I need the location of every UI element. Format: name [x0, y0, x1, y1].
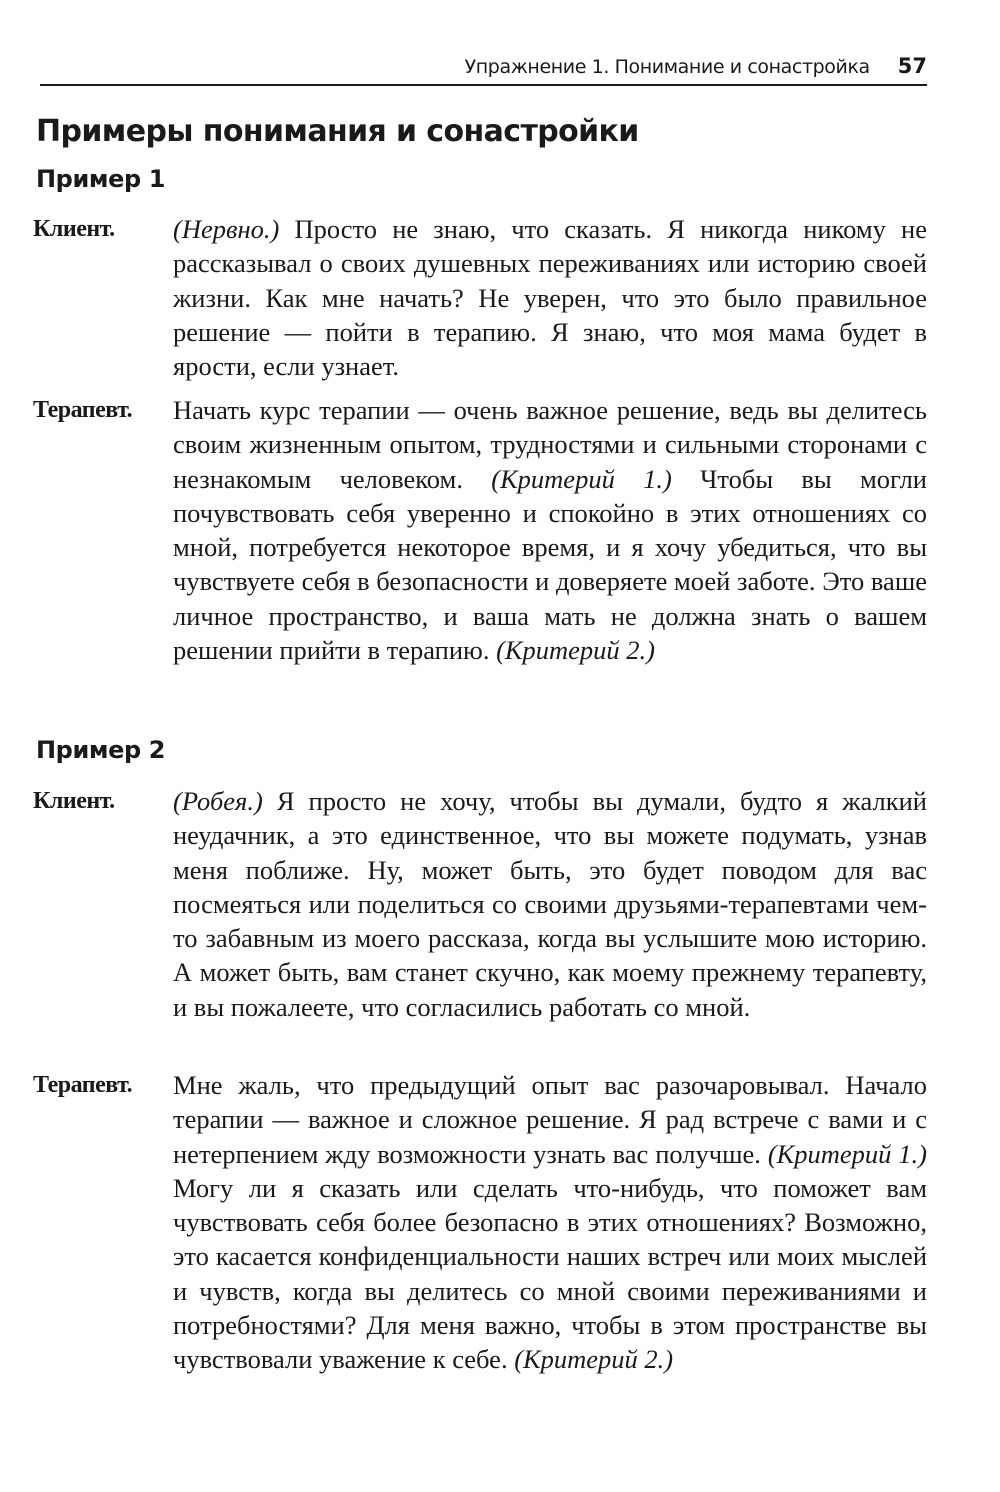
speech-text	[173, 1068, 927, 1377]
speech-segment: Просто не знаю, что сказать. Я никогда никому не рассказывал о своих душевных переживаниях или историю своей жизни. Как мне начать? Не уверен, что это было правильное решение — пойти в терапию. Я знаю, что моя мама будет в ярости, если узнает.	[173, 214, 927, 382]
criterion-reference: (Критерий 2.)	[496, 635, 655, 666]
criterion-reference: (Критерий 2.)	[514, 1344, 674, 1375]
speech-text	[173, 212, 927, 383]
running-head-title: Упражнение 1. Понимание и сонастройка	[464, 56, 870, 78]
speech-text	[173, 784, 927, 1024]
speech-segment: Могу ли я сказать или сделать что-нибудь, что поможет вам чувствовать себя более безопасно в этих отношениях? Возможно, это касается конфиденциальности наших встреч или моих мыслей и чувств, когда вы делитесь со мной своими переживаниями и потребностями? Для меня важно, чтобы в этом пространстве вы чувствовали уважение к себе.	[173, 1172, 927, 1375]
stage-direction: (Нервно.)	[173, 214, 280, 244]
example-1-title: Пример 1	[36, 165, 166, 193]
example-2-therapist-turn	[33, 1068, 927, 1377]
example-2-client-turn	[33, 784, 927, 1024]
criterion-reference: (Критерий 1.)	[491, 463, 672, 494]
speaker-label: Терапевт.	[33, 397, 133, 423]
section-title: Примеры понимания и сонастройки	[36, 114, 639, 149]
running-head	[40, 54, 927, 86]
example-1-client-turn	[33, 212, 927, 383]
speech-segment: Мне жаль, что предыдущий опыт вас разочаровывал. Начало терапии — важное и сложное решение. Я рад встрече с вами и с нетерпением жду возможности узнать вас получше.	[173, 1070, 927, 1169]
speech-segment: Я просто не хочу, чтобы вы думали, будто я жалкий неудачник, а это единственное, что вы можете подумать, узнав меня поближе. Ну, может быть, это будет поводом для вас посмеяться или поделиться со своими друзьями-терапевтами чем-то забавным из моего рассказа, когда вы услышите мою историю. А может быть, вам станет скучно, как моему прежнему терапевту, и вы пожалеете, что согласились работать со мной.	[173, 786, 927, 1022]
stage-direction: (Робея.)	[173, 786, 263, 816]
speech-segment: Чтобы вы могли почувствовать себя уверенно и спокойно в этих отношениях со мной, потребуется некоторое время, и я хочу убедиться, что вы чувствуете себя в безопасности и доверяете моей заботе. Это ваше личное пространство, и ваша мать не должна знать о вашем решении прийти в терапию.	[173, 463, 927, 666]
criterion-reference: (Критерий 1.)	[767, 1138, 927, 1169]
speaker-label: Клиент.	[33, 216, 115, 242]
speech-text	[173, 393, 927, 667]
speech-segment: Начать курс терапии — очень важное решение, ведь вы делитесь своим жизненным опытом, трудностями и сильными сторонами с незнакомым человеком.	[173, 395, 927, 494]
speaker-label: Клиент.	[33, 788, 115, 814]
example-1-therapist-turn	[33, 393, 927, 667]
speaker-label: Терапевт.	[33, 1072, 133, 1098]
page-number: 57	[897, 54, 927, 78]
example-2-title: Пример 2	[36, 736, 166, 764]
